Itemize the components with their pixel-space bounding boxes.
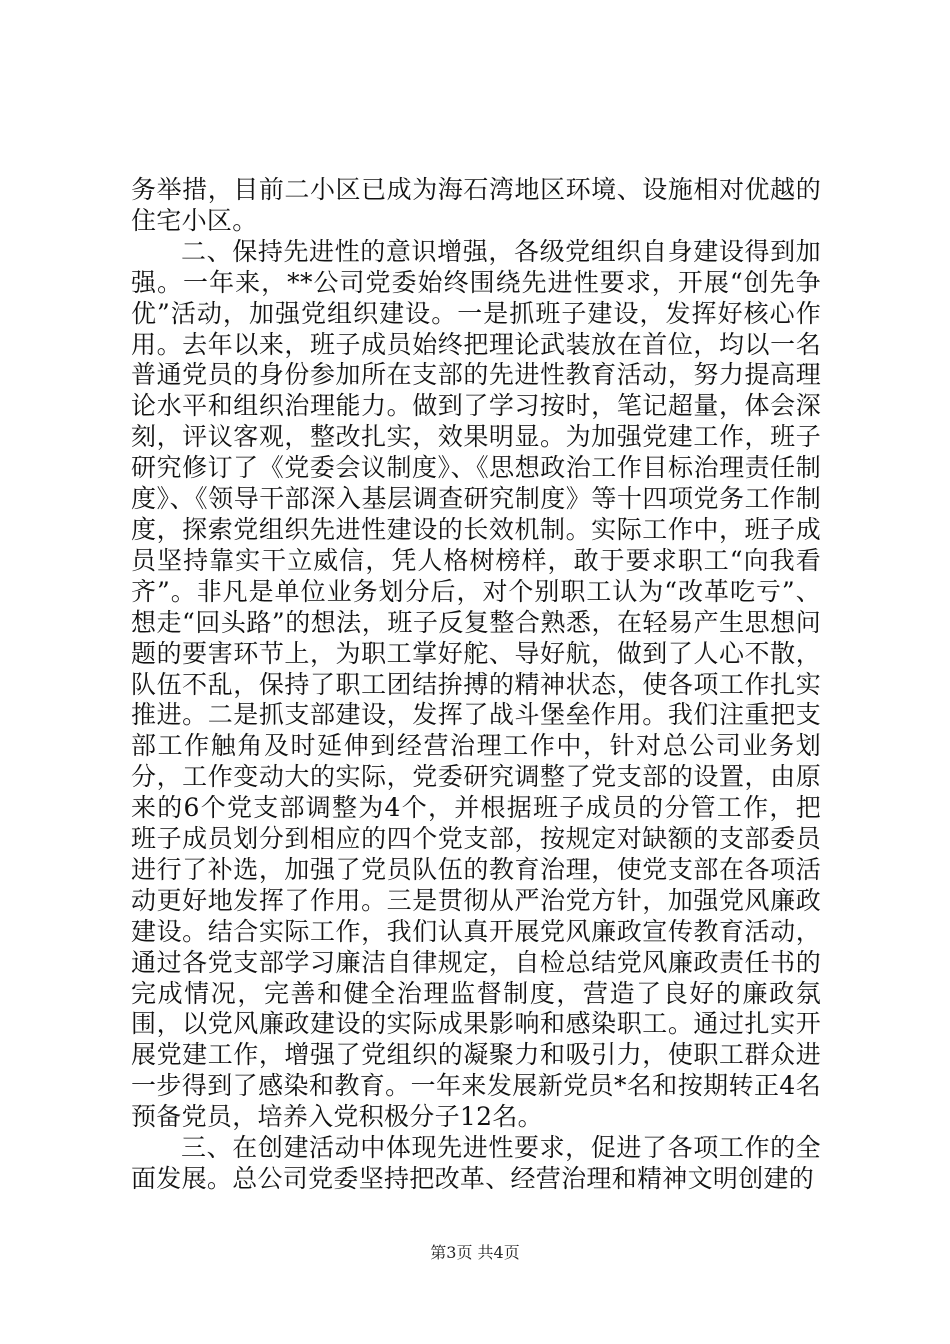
- paragraph-party-building: 二、保持先进性的意识增强，各级党组织自身建设得到加强。一年来，**公司党委始终围绕先进性要求，开展“创先争优”活动，加强党组织建设。一是抓班子建设，发挥好核心作用。去年以来，班子成员始终把理论武装放在首位，均以一名普通党员的身份参加所在支部的先进性教育活动，努力提高理论水平和组织治理能力。做到了学习按时，笔记超量，体会深刻，评议客观，整改扎实，效果明显。为加强党建工作，班子研究修订了《党委会议制度》、《思想政治工作目标治理责任制度》、《领导干部深入基层调查研究制度》等十四项党务工作制度，探索党组织先进性建设的长效机制。实际工作中，班子成员坚持靠实干立威信，凭人格树榜样，敢于要求职工“向我看齐”。非凡是单位业务划分后，对个别职工认为“改革吃亏”、想走“回头路”的想法，班子反复整合熟悉，在轻易产生思想问题的要害环节上，为职工掌好舵、导好航，做到了人心不散，队伍不乱，保持了职工团结拚搏的精神状态，使各项工作扎实推进。二是抓支部建设，发挥了战斗堡垒作用。我们注重把支部工作触角及时延伸到经营治理工作中，针对总公司业务划分，工作变动大的实际，党委研究调整了党支部的设置，由原来的6个党支部调整为4个，并根据班子成员的分管工作，把班子成员划分到相应的四个党支部，按规定对缺额的支部委员进行了补选，加强了党员队伍的教育治理，使党支部在各项活动更好地发挥了作用。三是贯彻从严治党方针，加强党风廉政建设。结合实际工作，我们认真开展党风廉政宣传教育活动，通过各党支部学习廉洁自律规定，自检总结党风廉政责任书的完成情况，完善和健全治理监督制度，营造了良好的廉政氛围，以党风廉政建设的实际成果影响和感染职工。通过扎实开展党建工作，增强了党组织的凝聚力和吸引力，使职工群众进一步得到了感染和教育。一年来发展新党员*名和按期转正4名预备党员，培养入党积极分子12名。: [131, 236, 821, 1132]
- document-body: [131, 175, 821, 1195]
- page-footer: 第3页 共4页: [430, 1243, 520, 1262]
- paragraph-advanced-requirements: 三、在创建活动中体现先进性要求，促进了各项工作的全面发展。总公司党委坚持把改革、经营治理和精神文明创建的: [131, 1133, 821, 1193]
- paragraph-continuation: 务举措，目前二小区已成为海石湾地区环境、设施相对优越的住宅小区。: [131, 175, 821, 235]
